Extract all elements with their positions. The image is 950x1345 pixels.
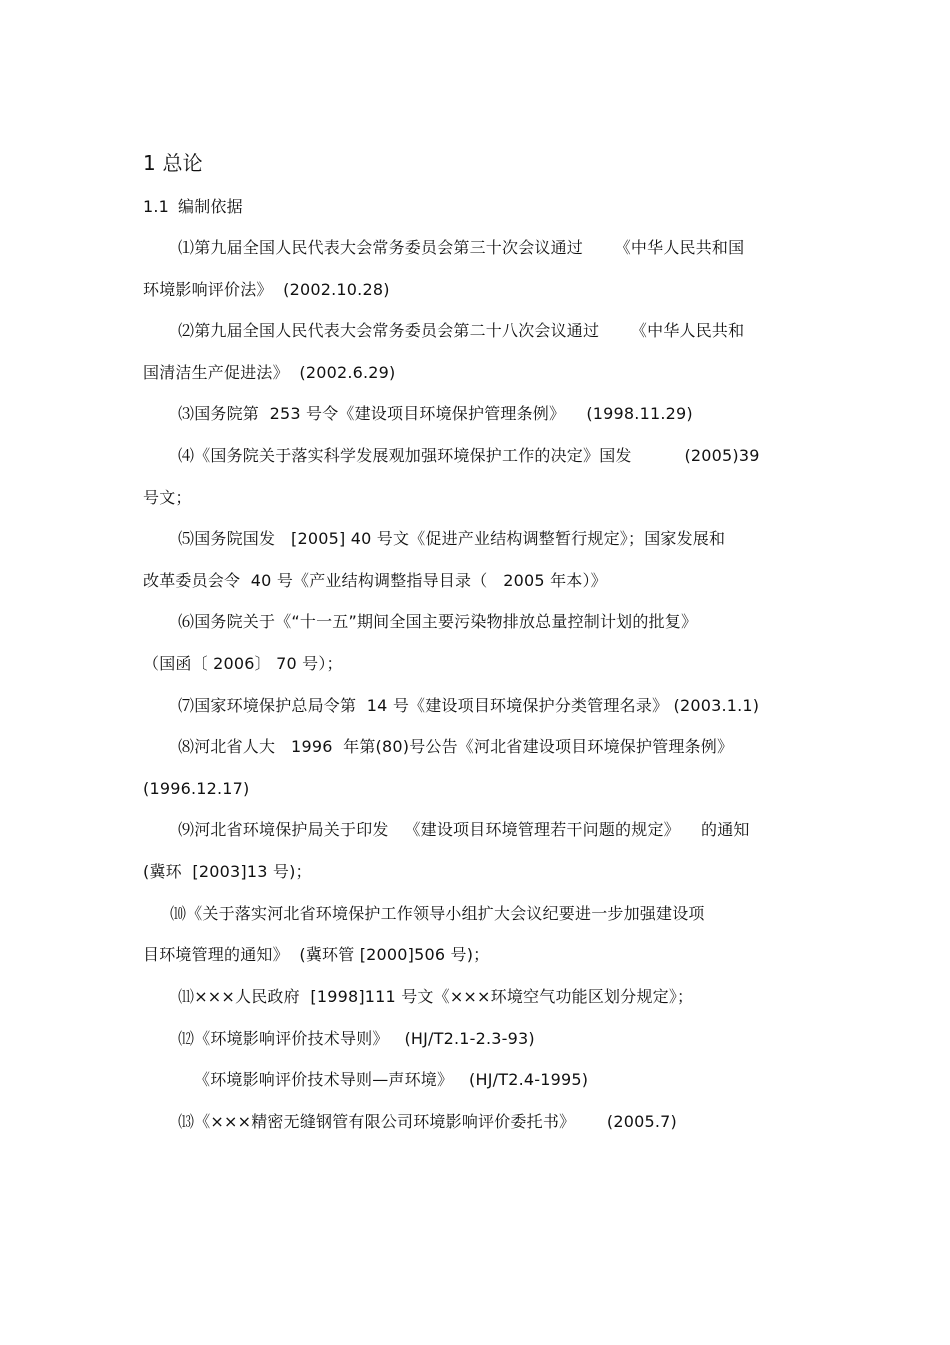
basis-item-5-line-2: 改革委员会令 40 号《产业结构调整指导目录（ 2005 年本）》 [143,571,607,590]
basis-item-9-line-2: (冀环 [2003]13 号)； [143,862,312,881]
basis-item-6-line-2: （国函〔 2006〕 70 号）； [143,654,343,673]
basis-item-7: ⑺国家环境保护总局令第 14 号《建设项目环境保护分类管理名录》 (2003.1.1) [178,696,760,715]
basis-item-1-line-2: 环境影响评价法》 (2002.10.28) [143,280,390,299]
basis-item-2-line-1: ⑵第九届全国人民代表大会常务委员会第二十八次会议通过 《中华人民共和 [178,321,745,340]
basis-item-5-line-1: ⑸国务院国发 [2005] 40 号文《促进产业结构调整暂行规定》；国家发展和 [178,529,726,548]
basis-item-13: ⒀《×××精密无缝钢管有限公司环境影响评价委托书》 (2005.7) [178,1112,678,1131]
basis-item-8-line-2: (1996.12.17) [143,779,250,798]
basis-item-11: ⑾×××人民政府 [1998]111 号文《×××环境空气功能区划分规定》； [178,987,694,1006]
basis-item-4-line-1: ⑷《国务院关于落实科学发展观加强环境保护工作的决定》国发 (2005)39 [178,446,760,465]
basis-item-3: ⑶国务院第 253 号令《建设项目环境保护管理条例》 (1998.11.29) [178,404,693,423]
basis-item-1-line-1: ⑴第九届全国人民代表大会常务委员会第三十次会议通过 《中华人民共和国 [178,238,745,257]
basis-item-12-line-1: ⑿《环境影响评价技术导则》 (HJ/T2.1-2.3-93) [178,1029,535,1048]
section-number: 1.1 [143,197,170,216]
basis-item-9-line-1: ⑼河北省环境保护局关于印发 《建设项目环境管理若干问题的规定》 的通知 [178,820,750,839]
page-title: 1 总论 [143,151,203,175]
basis-item-6-line-1: ⑹国务院关于《“十一五”期间全国主要污染物排放总量控制计划的批复》 [178,612,698,631]
section-title: 编制依据 [178,197,243,216]
basis-item-12-line-2: 《环境影响评价技术导则—声环境》 (HJ/T2.4-1995) [194,1070,589,1089]
basis-item-8-line-1: ⑻河北省人大 1996 年第(80)号公告《河北省建设项目环境保护管理条例》 [178,737,734,756]
basis-item-4-line-2: 号文； [143,488,192,507]
basis-item-10-line-2: 目环境管理的通知》 (冀环管 [2000]506 号)； [143,945,490,964]
basis-item-10-line-1: ⑽《关于落实河北省环境保护工作领导小组扩大会议纪要进一步加强建设项 [170,904,705,923]
basis-item-2-line-2: 国清洁生产促进法》 (2002.6.29) [143,363,396,382]
